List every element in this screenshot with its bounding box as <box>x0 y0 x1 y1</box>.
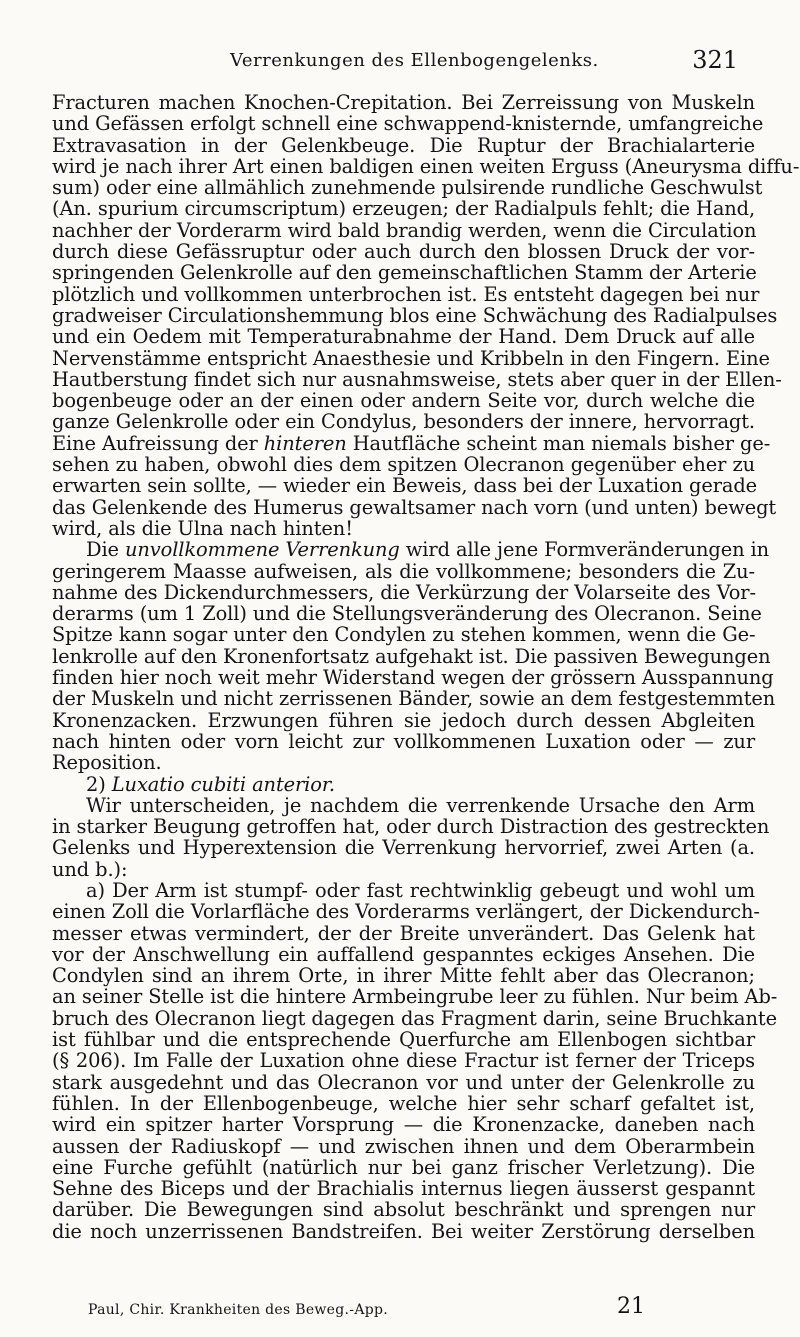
text-line: bogenbeuge oder an der einen oder andern Seite vor, durch welche die <box>52 389 755 413</box>
text-line: vor der Anschwellung ein auffallend gespanntes eckiges Ansehen. Die <box>52 942 755 966</box>
text-line: sehen zu haben, obwohl dies dem spitzen Olecranon gegenüber eher zu <box>52 453 755 477</box>
text-run: wird alle jene Formveränderungen in <box>399 538 770 562</box>
text-line: lenkrolle auf den Kronenfortsatz aufgehakt ist. Die passiven Bewegungen <box>52 644 771 668</box>
text-line: durch diese Gefässruptur oder auch durch den blossen Druck der vor- <box>52 240 755 264</box>
text-line: (An. spurium circumscriptum) erzeugen; der Radialpuls fehlt; die Hand, <box>52 197 756 221</box>
text-line: nahme des Dickendurchmessers, die Verkürzung der Volarseite des Vor- <box>52 580 756 604</box>
text-line: nach hinten oder vorn leicht zur vollkommenen Luxation oder — zur <box>52 729 755 753</box>
text-line <box>52 538 770 562</box>
text-line: wird je nach ihrer Art einen baldigen einen weiten Erguss (Aneurysma diffu- <box>52 154 800 178</box>
text-line: Reposition. <box>52 751 162 775</box>
text-line: bruch des Olecranon liegt dagegen das Fragment darin, seine Bruchkante <box>52 1006 777 1030</box>
text-line: und Gefässen erfolgt schnell eine schwappend-knisternde, umfangreiche <box>52 112 764 136</box>
text-line: finden hier noch weit mehr Widerstand wegen der grössern Ausspannung <box>52 666 774 690</box>
page-header <box>50 46 738 76</box>
text-run: 2) <box>86 772 112 796</box>
text-line: sum) oder eine allmählich zunehmende pulsirende rundliche Geschwulst <box>52 176 763 200</box>
text-line <box>52 774 755 795</box>
text-line: plötzlich und vollkommen unterbrochen ist. Es entsteht dagegen bei nur <box>52 282 760 306</box>
text-line: derarms (um 1 Zoll) und die Stellungsveränderung des Olecranon. Seine <box>52 602 762 626</box>
text-line: und ein Oedem mit Temperaturabnahme der Hand. Dem Druck auf alle <box>52 325 755 349</box>
text-line: Nervenstämme entspricht Anaesthesie und Kribbeln in den Fingern. Eine <box>52 346 770 370</box>
text-line: einen Zoll die Vorlarfläche des Vorderarms verlängert, der Dickendurch- <box>52 900 760 924</box>
text-line: eine Furche gefühlt (natürlich nur bei ganz frischer Verletzung). Die <box>52 1155 755 1179</box>
text-line: Kronenzacken. Erzwungen führen sie jedoch durch dessen Abgleiten <box>52 708 755 732</box>
text-line: springenden Gelenkrolle auf den gemeinschaftlichen Stamm der Arterie <box>52 261 757 285</box>
text-line: geringerem Maasse aufweisen, als die vollkommene; besonders die Zu- <box>52 559 755 583</box>
text-line <box>52 431 771 455</box>
text-line: Hautberstung findet sich nur ausnahmsweise, stets aber quer in der Ellen- <box>52 367 782 391</box>
emphasis-text: Luxatio cubiti anterior. <box>111 772 335 796</box>
text-line: der Muskeln und nicht zerrissenen Bänder, sowie an dem festgestemmten <box>52 687 776 711</box>
text-line: (§ 206). Im Falle der Luxation ohne diese Fractur ist ferner der Triceps <box>52 1049 755 1073</box>
text-line: darüber. Die Bewegungen sind absolut beschränkt und sprengen nur <box>52 1198 755 1222</box>
sheet-number: 21 <box>617 1294 645 1319</box>
text-line: Sehne des Biceps und der Brachialis internus liegen äusserst gespannt <box>52 1177 755 1201</box>
text-line: nachher der Vorderarm wird bald brandig werden, wenn die Circulation <box>52 218 757 242</box>
text-line: ganze Gelenkrolle oder ein Condylus, besonders der innere, hervorragt. <box>52 410 755 434</box>
text-line: und b.): <box>52 857 128 881</box>
text-line: an seiner Stelle ist die hintere Armbeingrube leer zu fühlen. Nur beim Ab- <box>52 985 778 1009</box>
text-line: Wir unterscheiden, je nachdem die verrenkende Ursache den Arm <box>86 793 755 817</box>
body-text <box>52 91 800 1243</box>
text-line: Gelenks und Hyperextension die Verrenkung hervorrief, zwei Arten (a. <box>52 836 755 860</box>
text-line: aussen der Radiuskopf — und zwischen ihnen und dem Oberarmbein <box>52 1134 755 1158</box>
text-line: Extravasation in der Gelenkbeuge. Die Ruptur der Brachialarterie <box>52 133 755 157</box>
text-run: Die <box>86 538 125 562</box>
text-line: fühlen. In der Ellenbogenbeuge, welche hier sehr scharf gefaltet ist, <box>52 1091 755 1115</box>
text-line: erwarten sein sollte, — wieder ein Beweis, dass bei der Luxation gerade <box>52 474 758 498</box>
page-footer <box>88 1294 645 1324</box>
text-line: Fracturen machen Knochen-Crepitation. Bei Zerreissung von Muskeln <box>52 91 755 114</box>
text-line: gradweiser Circulationshemmung blos eine Schwächung des Radialpulses <box>52 303 778 327</box>
text-line: stark ausgedehnt und das Olecranon vor und unter der Gelenkrolle zu <box>52 1070 755 1094</box>
text-run: Eine Aufreissung der <box>52 431 264 455</box>
text-line: wird ein spitzer harter Vorsprung — die Kronenzacke, daneben nach <box>52 1113 755 1137</box>
text-line: in starker Beugung getroffen hat, oder durch Distraction des gestreckten <box>52 815 770 839</box>
text-line: messer etwas vermindert, der der Breite unverändert. Das Gelenk hat <box>52 921 755 945</box>
text-line: das Gelenkende des Humerus gewaltsamer nach vorn (und unten) bewegt <box>52 495 777 519</box>
text-line: a) Der Arm ist stumpf- oder fast rechtwinklig gebeugt und wohl um <box>86 878 755 902</box>
text-line: wird, als die Ulna nach hinten! <box>52 516 353 540</box>
text-line: ist fühlbar und die entsprechende Querfurche am Ellenbogen sichtbar <box>52 1028 755 1052</box>
emphasis-text: hinteren <box>263 431 347 455</box>
running-title: Verrenkungen des Ellenbogengelenks. <box>230 50 599 71</box>
footer-signature: Paul, Chir. Krankheiten des Beweg.-App. <box>88 1302 388 1318</box>
page-number: 321 <box>692 46 738 74</box>
emphasis-text: unvollkommene Verrenkung <box>125 538 400 562</box>
text-line: Condylen sind an ihrem Orte, in ihrer Mitte fehlt aber das Olecranon; <box>52 964 755 988</box>
text-line: Spitze kann sogar unter den Condylen zu stehen kommen, wenn die Ge- <box>52 623 756 647</box>
text-run: Hautfläche scheint man niemals bisher ge- <box>346 431 771 455</box>
text-line: die noch unzerrissenen Bandstreifen. Bei weiter Zerstörung derselben <box>52 1219 755 1243</box>
